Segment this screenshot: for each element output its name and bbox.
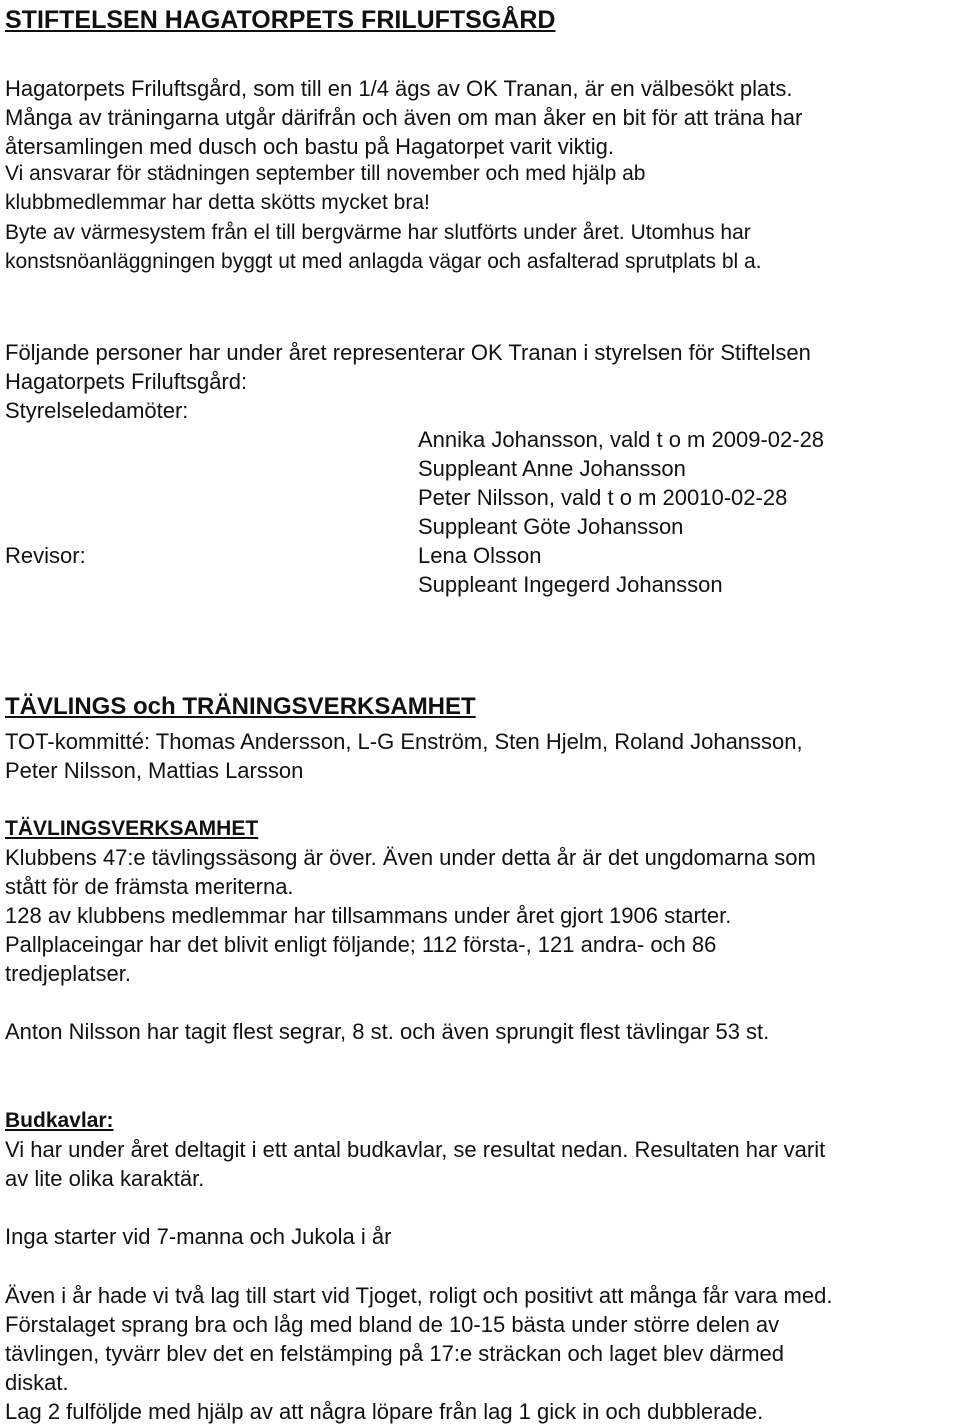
board-intro-line: Hagatorpets Friluftsgård: xyxy=(5,369,248,394)
competition-line: Pallplaceingar har det blivit enligt följande; 112 första-, 121 andra- och 86 xyxy=(5,932,717,957)
no-starts-line: Inga starter vid 7-manna och Jukola i år xyxy=(5,1224,392,1249)
auditor: Lena Olsson xyxy=(418,543,542,568)
competition-line: 128 av klubbens medlemmar har tillsammans under året gjort 1906 starter. xyxy=(5,903,732,928)
tjoget-line: diskat. xyxy=(5,1370,69,1395)
competition-line: tredjeplatser. xyxy=(5,961,131,986)
auditor: Suppleant Ingegerd Johansson xyxy=(418,572,723,597)
intro-line: återsamlingen med dusch och bastu på Hagatorpet varit viktig. xyxy=(5,134,614,159)
intro-line: Hagatorpets Friluftsgård, som till en 1/4 ägs av OK Tranan, är en välbesökt plats. xyxy=(5,76,793,101)
tjoget-line: Förstalaget sprang bra och låg med bland de 10-15 bästa under större delen av xyxy=(5,1312,780,1337)
competition-line: Klubbens 47:e tävlingssäsong är över. Även under detta år är det ungdomarna som xyxy=(5,845,816,870)
intro-line: Många av träningarna utgår därifrån och även om man åker en bit för att träna har xyxy=(5,105,803,130)
section-heading-relays: Budkavlar: xyxy=(5,1109,114,1132)
intro-line: konstsnöanläggningen byggt ut med anlagda vägar och asfalterad sprutplats bl a. xyxy=(5,250,762,273)
section-heading-competition: TÄVLINGSVERKSAMHET xyxy=(5,817,259,840)
section-heading-training: TÄVLINGS och TRÄNINGSVERKSAMHET xyxy=(5,693,476,720)
relay-line: Vi har under året deltagit i ett antal budkavlar, se resultat nedan. Resultaten har varit xyxy=(5,1137,826,1162)
tjoget-line: Även i år hade vi två lag till start vid Tjoget, roligt och positivt att många får vara med. xyxy=(5,1283,833,1308)
committee-line: TOT-kommitté: Thomas Andersson, L-G Enström, Sten Hjelm, Roland Johansson, xyxy=(5,729,803,754)
board-member: Suppleant Anne Johansson xyxy=(418,456,686,481)
auditor-label: Revisor: xyxy=(5,543,86,568)
intro-line: Byte av värmesystem från el till bergvärme har slutförts under året. Utomhus har xyxy=(5,221,751,244)
board-member: Annika Johansson, vald t o m 2009-02-28 xyxy=(418,427,825,452)
tjoget-line: tävlingen, tyvärr blev det en felstämping på 17:e sträckan och laget blev därmed xyxy=(5,1341,785,1366)
board-members-label: Styrelseledamöter: xyxy=(5,398,189,423)
intro-line: klubbmedlemmar har detta skötts mycket bra! xyxy=(5,191,430,214)
anton-line: Anton Nilsson har tagit flest segrar, 8 st. och även sprungit flest tävlingar 53 st. xyxy=(5,1019,770,1044)
board-member: Suppleant Göte Johansson xyxy=(418,514,684,539)
relay-line: av lite olika karaktär. xyxy=(5,1166,205,1191)
board-intro-line: Följande personer har under året representerar OK Tranan i styrelsen för Stiftelsen xyxy=(5,340,811,365)
board-member: Peter Nilsson, vald t o m 20010-02-28 xyxy=(418,485,788,510)
page-title: STIFTELSEN HAGATORPETS FRILUFTSGÅRD xyxy=(5,6,556,34)
competition-line: stått för de främsta meriterna. xyxy=(5,874,294,899)
tjoget-line: Lag 2 fulföljde med hjälp av att några löpare från lag 1 gick in och dubblerade. xyxy=(5,1399,764,1424)
intro-line: Vi ansvarar för städningen september till november och med hjälp ab xyxy=(5,162,646,185)
committee-line: Peter Nilsson, Mattias Larsson xyxy=(5,758,304,783)
